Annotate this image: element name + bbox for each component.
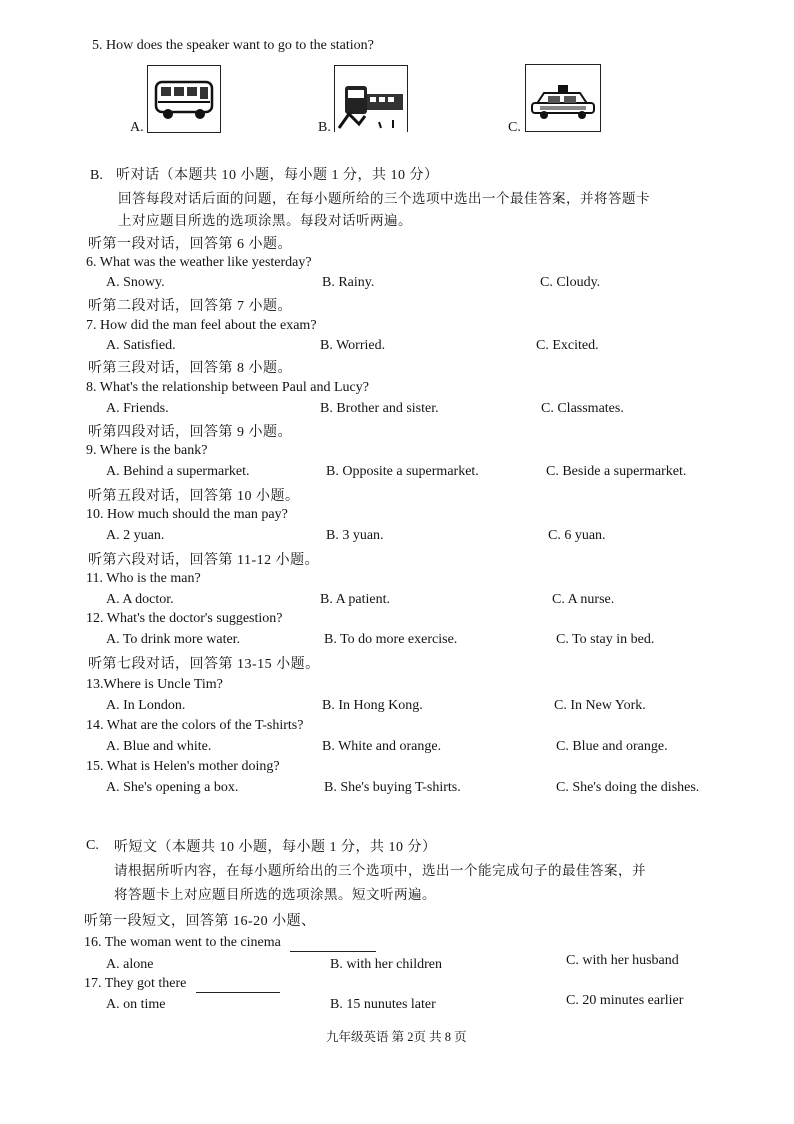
q16-option-b: B. with her children <box>330 957 442 972</box>
option-b: B. Rainy. <box>322 275 375 290</box>
option-a: A. To drink more water. <box>106 632 241 647</box>
option-b: B. She's buying T-shirts. <box>324 780 461 795</box>
option-c: C. Classmates. <box>541 401 624 416</box>
question-text: 14. What are the colors of the T-shirts? <box>86 718 304 733</box>
question-text: 9. Where is the bank? <box>86 443 208 458</box>
question-16-text: 16. The woman went to the cinema <box>84 935 281 950</box>
option-a: A. Behind a supermarket. <box>106 464 250 479</box>
option-a: A. Satisfied. <box>106 338 176 353</box>
section-b-label: B. <box>90 168 103 183</box>
dialogue-cue: 听第五段对话，回答第 10 小题。 <box>88 489 300 504</box>
option-b: B. Worried. <box>320 338 386 353</box>
question-5: 5. How does the speaker want to go to the station? <box>92 38 374 53</box>
answer-blank-16 <box>290 935 376 952</box>
option-b: B. To do more exercise. <box>324 632 458 647</box>
option-c: C. To stay in bed. <box>556 632 655 647</box>
q17-option-a: A. on time <box>106 997 166 1012</box>
question-text: 8. What's the relationship between Paul and Lucy? <box>86 380 369 395</box>
option-b: B. A patient. <box>320 592 390 607</box>
question-text: 11. Who is the man? <box>86 571 201 586</box>
bus-icon <box>147 65 221 133</box>
section-c-title: 听短文（本题共 10 小题，每小题 1 分，共 10 分） <box>114 840 437 855</box>
option-c: C. Blue and orange. <box>556 739 668 754</box>
section-b-instruction-1: 回答每段对话后面的问题，在每小题所给的三个选项中选出一个最佳答案，并将答题卡 <box>118 191 650 206</box>
question-text: 12. What's the doctor's suggestion? <box>86 611 283 626</box>
option-b: B. 3 yuan. <box>326 528 384 543</box>
option-a: A. Blue and white. <box>106 739 212 754</box>
section-c-label: C. <box>86 838 99 853</box>
option-c: C. 6 yuan. <box>548 528 606 543</box>
option-a: A. She's opening a box. <box>106 780 239 795</box>
option-c: C. Cloudy. <box>540 275 601 290</box>
question-text: 13.Where is Uncle Tim? <box>86 677 223 692</box>
question-text: 10. How much should the man pay? <box>86 507 288 522</box>
option-a: A. Friends. <box>106 401 169 416</box>
option-c: C. Excited. <box>536 338 599 353</box>
q5-option-b-label: B. <box>318 120 331 135</box>
question-16 <box>84 935 376 952</box>
section-c-instruction-2: 将答题卡上对应题目所选的选项涂黑。短文听两遍。 <box>114 887 436 902</box>
dialogue-cue: 听第七段对话，回答第 13-15 小题。 <box>88 657 320 672</box>
section-b-title: 听对话（本题共 10 小题，每小题 1 分，共 10 分） <box>116 168 439 183</box>
option-a: A. 2 yuan. <box>106 528 165 543</box>
q17-option-c: C. 20 minutes earlier <box>566 993 684 1008</box>
question-17 <box>84 976 280 993</box>
question-text: 6. What was the weather like yesterday? <box>86 255 312 270</box>
q16-option-c: C. with her husband <box>566 953 679 968</box>
option-b: B. Brother and sister. <box>320 401 439 416</box>
q16-option-a: A. alone <box>106 957 154 972</box>
dialogue-cue: 听第一段对话，回答第 6 小题。 <box>88 237 292 252</box>
train-icon <box>334 65 408 132</box>
question-text: 15. What is Helen's mother doing? <box>86 759 280 774</box>
option-c: C. She's doing the dishes. <box>556 780 700 795</box>
option-c: C. Beside a supermarket. <box>546 464 687 479</box>
option-b: B. Opposite a supermarket. <box>326 464 479 479</box>
option-b: B. In Hong Kong. <box>322 698 423 713</box>
question-17-text: 17. They got there <box>84 976 187 991</box>
q5-option-c-label: C. <box>508 120 521 135</box>
answer-blank-17 <box>196 976 280 993</box>
question-text: 7. How did the man feel about the exam? <box>86 318 317 333</box>
dialogue-cue: 听第六段对话，回答第 11-12 小题。 <box>88 553 320 568</box>
page-footer: 九年级英语 第 2页 共 8 页 <box>326 1030 467 1044</box>
q17-option-b: B. 15 nunutes later <box>330 997 436 1012</box>
section-b-instruction-2: 上对应题目所选的选项涂黑。每段对话听两遍。 <box>118 213 412 228</box>
dialogue-cue: 听第二段对话，回答第 7 小题。 <box>88 299 292 314</box>
option-a: A. A doctor. <box>106 592 174 607</box>
dialogue-cue: 听第三段对话，回答第 8 小题。 <box>88 361 292 376</box>
dialogue-cue: 听第四段对话，回答第 9 小题。 <box>88 425 292 440</box>
section-c-instruction-1: 请根据所听内容，在每小题所给出的三个选项中，选出一个能完成句子的最佳答案，并 <box>114 863 646 878</box>
option-c: C. A nurse. <box>552 592 615 607</box>
option-a: A. Snowy. <box>106 275 165 290</box>
q5-option-a-label: A. <box>130 120 144 135</box>
option-b: B. White and orange. <box>322 739 442 754</box>
option-c: C. In New York. <box>554 698 646 713</box>
taxi-icon <box>525 64 601 132</box>
option-a: A. In London. <box>106 698 186 713</box>
passage-1-cue: 听第一段短文，回答第 16-20 小题、 <box>84 914 316 929</box>
